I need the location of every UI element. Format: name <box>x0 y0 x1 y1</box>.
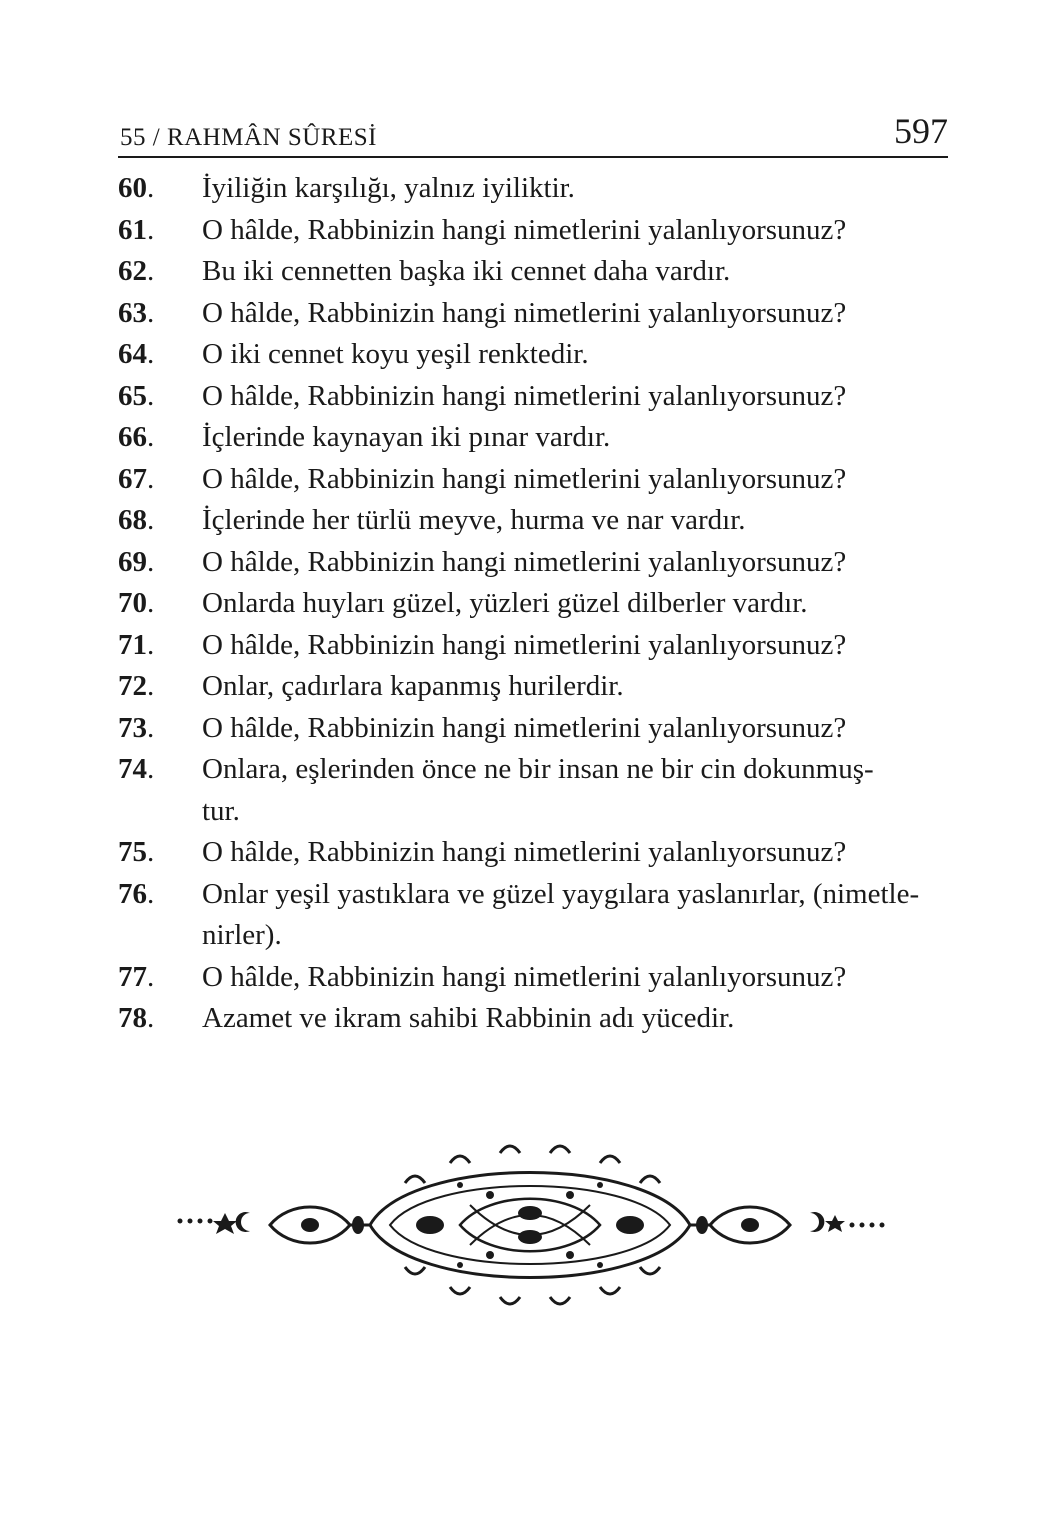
verse-text <box>202 500 948 542</box>
verse-text <box>202 832 948 874</box>
verse-item <box>118 251 948 293</box>
verse-item <box>118 749 948 832</box>
verse-number-value: 70 <box>118 587 147 619</box>
verse-number: 72. <box>118 670 155 702</box>
verse-text-line: O hâlde, Rabbinizin hangi nimetlerini yalanlıyorsunuz? <box>202 836 847 868</box>
verse-number: 75. <box>118 836 155 868</box>
verse-item <box>118 874 948 957</box>
verse-number: 65. <box>118 379 155 412</box>
verse-text-line: O hâlde, Rabbinizin hangi nimetlerini yalanlıyorsunuz? <box>202 711 847 744</box>
verse-number-value: 64 <box>118 338 147 370</box>
verse-number-value: 63 <box>118 296 147 329</box>
verse-number: 74. <box>118 753 155 785</box>
verse-item <box>118 542 948 584</box>
floral-divider-ornament-icon <box>170 1135 890 1315</box>
verse-number: 63. <box>118 296 155 329</box>
verse-text <box>202 583 948 625</box>
verse-text-line: Onlara, eşlerinden önce ne bir insan ne bir cin dokunmuş- <box>202 753 874 785</box>
verse-number: 61. <box>118 213 155 246</box>
verse-item <box>118 500 948 542</box>
verse-text <box>202 957 948 999</box>
verse-text <box>202 210 948 252</box>
verse-item <box>118 832 948 874</box>
verse-number-value: 60 <box>118 172 147 204</box>
verse-text <box>202 874 948 957</box>
verse-item <box>118 625 948 667</box>
verse-text-line: O hâlde, Rabbinizin hangi nimetlerini yalanlıyorsunuz? <box>202 296 847 329</box>
verse-text <box>202 293 948 335</box>
page-header <box>118 108 948 158</box>
verse-number-value: 72 <box>118 670 147 702</box>
verse-item <box>118 957 948 999</box>
verse-text-line: İyiliğin karşılığı, yalnız iyiliktir. <box>202 172 575 204</box>
verse-number: 76. <box>118 877 155 910</box>
verse-text <box>202 251 948 293</box>
verse-text-line: O hâlde, Rabbinizin hangi nimetlerini yalanlıyorsunuz? <box>202 213 847 246</box>
verse-text <box>202 708 948 750</box>
verse-text <box>202 459 948 501</box>
verse-number-value: 69 <box>118 545 147 578</box>
verse-number-value: 78 <box>118 1002 147 1034</box>
verse-number: 66. <box>118 421 155 453</box>
verse-number: 60. <box>118 172 155 204</box>
verse-item <box>118 210 948 252</box>
verse-item <box>118 583 948 625</box>
verse-number-value: 67 <box>118 462 147 495</box>
verse-text <box>202 666 948 708</box>
verse-text-line: O hâlde, Rabbinizin hangi nimetlerini yalanlıyorsunuz? <box>202 545 847 578</box>
verse-number-value: 74 <box>118 753 147 785</box>
verse-number-value: 66 <box>118 421 147 453</box>
verse-number: 62. <box>118 255 155 287</box>
verse-text-line: Azamet ve ikram sahibi Rabbinin adı yücedir. <box>202 1002 735 1034</box>
verse-text-line: O hâlde, Rabbinizin hangi nimetlerini yalanlıyorsunuz? <box>202 462 847 495</box>
verse-number-value: 71 <box>118 628 147 661</box>
verse-number: 64. <box>118 338 155 370</box>
verse-text-line: O hâlde, Rabbinizin hangi nimetlerini yalanlıyorsunuz? <box>202 960 847 993</box>
verse-item <box>118 998 948 1040</box>
verse-list <box>118 168 948 1040</box>
verse-item <box>118 708 948 750</box>
verse-text <box>202 542 948 584</box>
verse-text-line: O iki cennet koyu yeşil renktedir. <box>202 338 589 370</box>
verse-text-line: Onlarda huyları güzel, yüzleri güzel dilberler vardır. <box>202 587 808 619</box>
verse-number-value: 65 <box>118 379 147 412</box>
verse-text <box>202 334 948 376</box>
verse-text <box>202 749 948 832</box>
running-title: 55 / RAHMÂN SÛRESİ <box>120 124 377 151</box>
verse-number-value: 76 <box>118 877 147 910</box>
verse-text-line: O hâlde, Rabbinizin hangi nimetlerini yalanlıyorsunuz? <box>202 628 847 661</box>
verse-number-value: 75 <box>118 836 147 868</box>
verse-number: 68. <box>118 504 155 536</box>
verse-text-line: Bu iki cennetten başka iki cennet daha vardır. <box>202 255 731 287</box>
verse-item <box>118 376 948 418</box>
verse-text-line: tur. <box>202 794 240 827</box>
verse-text-line: İçlerinde kaynayan iki pınar vardır. <box>202 421 611 453</box>
verse-item <box>118 334 948 376</box>
verse-text <box>202 376 948 418</box>
verse-number: 69. <box>118 545 155 578</box>
verse-text-line: Onlar yeşil yastıklara ve güzel yaygılara yaslanırlar, (nimetle- <box>202 877 920 910</box>
verse-text-line: nirler). <box>202 919 282 951</box>
verse-number-value: 62 <box>118 255 147 287</box>
verse-item <box>118 459 948 501</box>
verse-text-line: İçlerinde her türlü meyve, hurma ve nar vardır. <box>202 504 746 536</box>
verse-number: 73. <box>118 711 155 744</box>
verse-text-line: Onlar, çadırlara kapanmış hurilerdir. <box>202 670 624 702</box>
verse-number: 70. <box>118 587 155 619</box>
verse-item <box>118 168 948 210</box>
page-number: 597 <box>894 111 948 151</box>
verse-number: 78. <box>118 1002 155 1034</box>
verse-item <box>118 293 948 335</box>
verse-text <box>202 998 948 1040</box>
verse-text <box>202 417 948 459</box>
verse-number: 67. <box>118 462 155 495</box>
verse-text <box>202 168 948 210</box>
verse-text <box>202 625 948 667</box>
verse-item <box>118 666 948 708</box>
verse-item <box>118 417 948 459</box>
verse-number-value: 77 <box>118 960 147 993</box>
verse-number-value: 68 <box>118 504 147 536</box>
verse-text-line: O hâlde, Rabbinizin hangi nimetlerini yalanlıyorsunuz? <box>202 379 847 412</box>
verse-number: 71. <box>118 628 155 661</box>
verse-number-value: 61 <box>118 213 147 246</box>
verse-number: 77. <box>118 960 155 993</box>
verse-number-value: 73 <box>118 711 147 744</box>
